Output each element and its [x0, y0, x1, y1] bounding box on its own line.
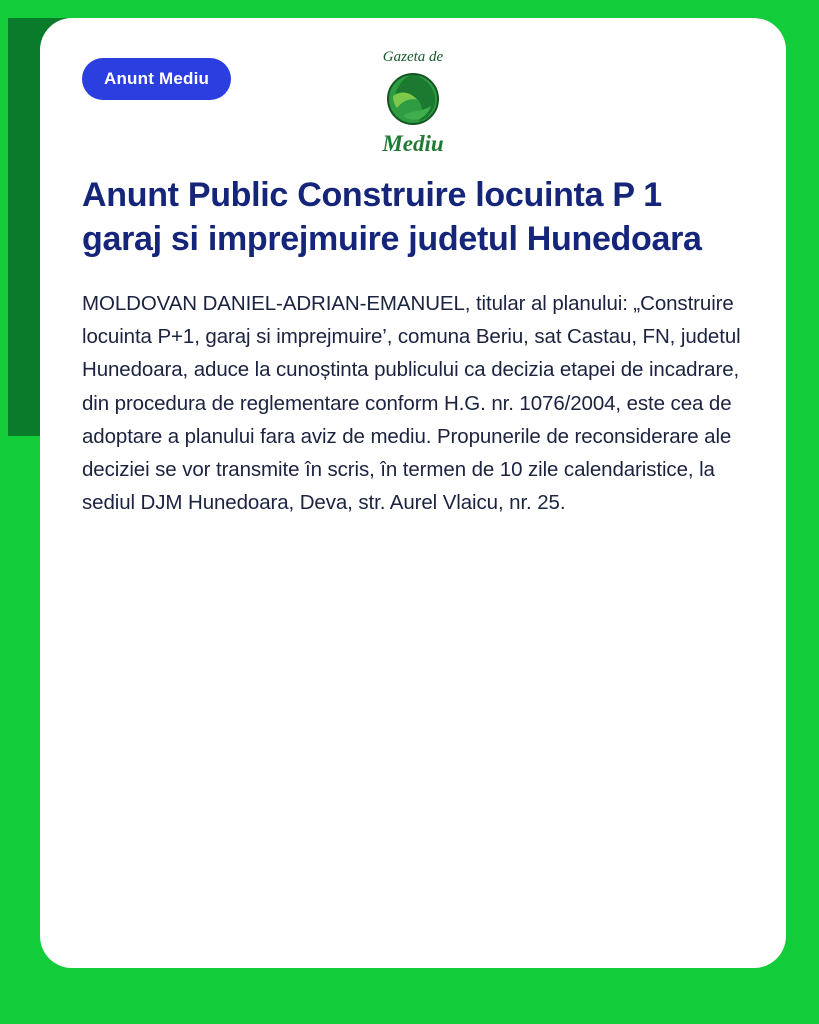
background-strip-left — [0, 0, 8, 1024]
announcement-card — [40, 18, 786, 968]
logo-bottom-text: Mediu — [382, 131, 444, 156]
site-logo — [353, 50, 473, 162]
background-strip-top — [0, 0, 819, 18]
card-header — [82, 46, 744, 156]
article-body: MOLDOVAN DANIEL-ADRIAN-EMANUEL, titular al planului: „Construire locuinta P+1, garaj si imprejmuire’, comuna Beriu, sat Castau, FN, judetul Hunedoara, aduce la cunoștinta publicului ca decizia etapei de incadrare, din procedura de reglementare conform H.G. nr. 1076/2004, este cea de adoptare a planului fara aviz de mediu. Propunerile de reconsiderare ale deciziei se vor transmite în scris, în termen de 10 zile calendaristice, la sediul DJM Hunedoara, Deva, str. Aurel Vlaicu, nr. 25. — [82, 292, 747, 515]
globe-leaf-icon — [381, 66, 445, 130]
logo-top-text: Gazeta de — [382, 49, 444, 65]
status-badge: Anunt Mediu — [82, 58, 231, 100]
page-title: Anunt Public Construire locuinta P 1 garaj si imprejmuire judetul Hunedoara — [82, 176, 702, 258]
